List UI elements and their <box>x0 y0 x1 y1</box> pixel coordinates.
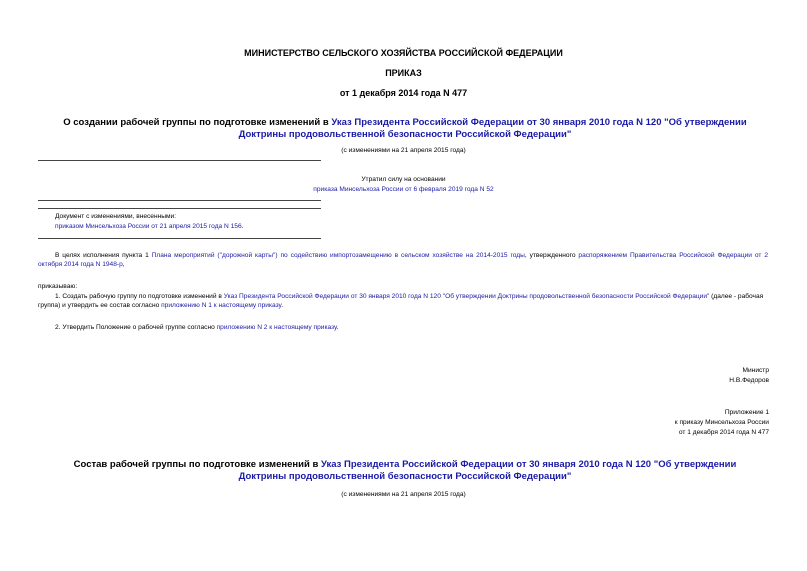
changes-line <box>55 222 244 231</box>
changes-end: . <box>241 223 244 230</box>
ministry-heading: МИНИСТЕРСТВО СЕЛЬСКОГО ХОЗЯЙСТВА РОССИЙСКОЙ ФЕДЕРАЦИИ <box>244 48 563 58</box>
amendment-note: (с изменениями на 21 апреля 2015 года) <box>341 147 466 154</box>
divider <box>38 160 321 161</box>
appendix-2-link[interactable]: приложению N 2 к настоящему приказу <box>216 324 337 331</box>
signature-position: Министр <box>742 367 769 374</box>
item-1-paragraph <box>38 292 773 310</box>
expired-text: Утратил силу на основании <box>361 176 446 183</box>
composition-title <box>60 459 750 483</box>
composition-title-prefix: Состав рабочей группы по подготовке изменений в <box>73 459 321 470</box>
document-title <box>60 117 750 141</box>
title-prefix: О создании рабочей группы по подготовке изменений в <box>63 117 332 128</box>
title-decree-link[interactable]: Указ Президента Российской Федерации от 30 января 2010 года N 120 "Об утверждении Доктрины продовольственной безопасности Российской Федерации" <box>238 117 747 140</box>
preamble-paragraph <box>38 251 768 269</box>
doc-date-number: от 1 декабря 2014 года N 477 <box>339 88 468 98</box>
government-order-link[interactable]: распоряжением Правительства Российской Федерации от 2 октября 2014 года N 1948-р <box>38 252 768 268</box>
appendix-line-1: Приложение 1 <box>724 409 769 416</box>
preamble-text-1: В целях исполнения пункта 1 <box>55 252 152 259</box>
appendix-1-link[interactable]: приложению N 1 к настоящему приказу <box>161 302 282 309</box>
preamble-text-2: , утвержденного <box>524 252 579 259</box>
item-2-text-1: 2. Утвердить Положение о рабочей группе согласно <box>55 324 217 331</box>
appendix-line-2: к приказу Минсельхоза России <box>674 419 769 426</box>
signature-name: Н.В.Федоров <box>729 377 769 384</box>
amendment-note-2: (с изменениями на 21 апреля 2015 года) <box>341 491 466 498</box>
appendix-line-3: от 1 декабря 2014 года N 477 <box>678 429 769 436</box>
composition-decree-link[interactable]: Указ Президента Российской Федерации от 30 января 2010 года N 120 "Об утверждении Доктрины продовольственной безопасности Российской Федерации" <box>238 459 737 482</box>
item-1-decree-link[interactable]: Указ Президента Российской Федерации от 30 января 2010 года N 120 "Об утверждении Доктрины продовольственной безопасности Российской Федерации" <box>223 293 710 300</box>
divider <box>38 200 321 201</box>
changes-text: Документ с изменениями, внесенными: <box>55 213 177 220</box>
item-1-text-1: 1. Создать рабочую группу по подготовке изменений в <box>55 293 224 300</box>
item-1-text-2: (далее - рабочая группа) и утвердить ее состав согласно <box>38 293 764 309</box>
doc-type-heading: ПРИКАЗ <box>385 68 422 78</box>
roadmap-link[interactable]: Плана мероприятий ("дорожной карты") по содействию импортозамещению в сельском хозяйстве на 2014-2015 годы <box>151 252 525 259</box>
order-word: приказываю: <box>38 283 78 290</box>
item-2-paragraph <box>55 323 339 332</box>
item-2-text-2: . <box>336 324 339 331</box>
divider <box>38 238 321 239</box>
changes-link[interactable]: приказом Минсельхоза России от 21 апреля 2015 года N 156 <box>55 223 242 230</box>
expired-link[interactable]: приказа Минсельхоза России от 6 февраля 2019 года N 52 <box>313 186 494 193</box>
preamble-text-3: , <box>122 261 125 268</box>
item-1-text-3: . <box>281 302 284 309</box>
divider <box>38 208 321 209</box>
